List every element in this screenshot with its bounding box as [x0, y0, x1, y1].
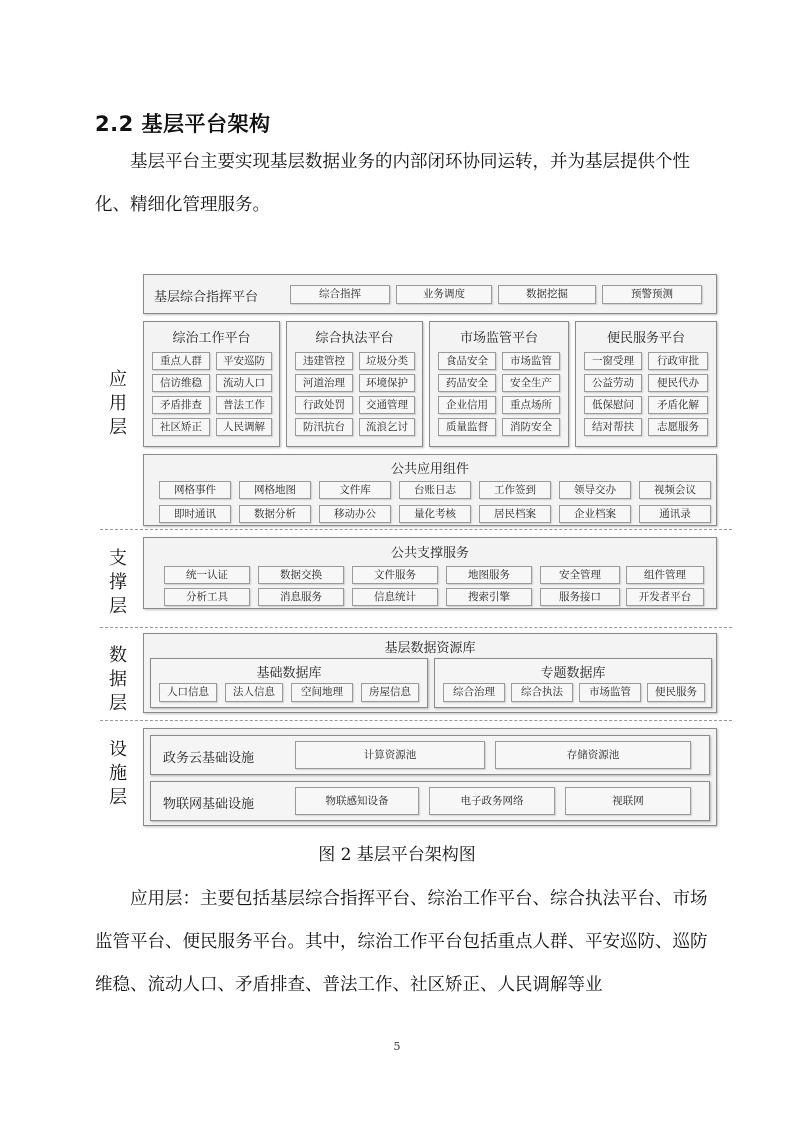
platform-title: 便民服务平台 [606, 331, 685, 346]
platform-item: 药品安全 [438, 374, 496, 392]
component-item: 数据分析 [239, 505, 311, 523]
platform-item: 重点人群 [152, 352, 210, 370]
command-item: 业务调度 [396, 285, 492, 304]
page-number: 5 [393, 1040, 401, 1053]
data-item: 房屋信息 [361, 683, 419, 702]
layer-divider [100, 627, 732, 628]
service-item: 地图服务 [446, 566, 532, 584]
component-item: 量化考核 [399, 505, 471, 523]
platform-item: 一窗受理 [584, 352, 642, 370]
data-item: 市场监管 [579, 683, 641, 702]
service-item: 数据交换 [258, 566, 344, 584]
platform-item: 志愿服务 [648, 418, 708, 436]
platform-box-zongzhi [143, 321, 280, 447]
platform-item: 企业信用 [438, 396, 496, 414]
platform-title: 综治工作平台 [172, 331, 251, 346]
public-components-box [143, 454, 717, 526]
platform-item: 环境保护 [359, 374, 415, 392]
platform-item: 食品安全 [438, 352, 496, 370]
support-services-box [143, 537, 717, 609]
command-item: 综合指挥 [290, 285, 390, 304]
data-resources-box [143, 633, 717, 713]
component-item: 移动办公 [319, 505, 391, 523]
data-item: 空间地理 [291, 683, 353, 702]
data-resources-title: 基层数据资源库 [384, 641, 476, 656]
infra-item: 视联网 [565, 787, 691, 815]
topic-db-box [434, 658, 712, 708]
service-item: 服务接口 [540, 588, 620, 606]
support-services-title: 公共支撑服务 [390, 546, 469, 561]
service-item: 信息统计 [352, 588, 438, 606]
platform-title: 综合执法平台 [315, 331, 394, 346]
platform-item: 流动人口 [216, 374, 272, 392]
platform-item: 防汛抗台 [295, 418, 353, 436]
platform-item: 人民调解 [216, 418, 272, 436]
component-item: 企业档案 [559, 505, 631, 523]
iot-box [150, 781, 710, 821]
figure-caption: 图 2 基层平台架构图 [318, 845, 476, 865]
public-components-title: 公共应用组件 [390, 462, 469, 477]
platform-item: 交通管理 [359, 396, 415, 414]
component-item: 工作签到 [479, 481, 551, 499]
platform-item: 行政审批 [648, 352, 708, 370]
component-item: 居民档案 [479, 505, 551, 523]
infra-item: 存储资源池 [495, 741, 691, 769]
infra-item: 计算资源池 [295, 741, 485, 769]
command-item: 预警预测 [602, 285, 702, 304]
platform-item: 市场监管 [502, 352, 560, 370]
component-item: 文件库 [319, 481, 391, 499]
platform-item: 垃圾分类 [359, 352, 415, 370]
data-item: 便民服务 [647, 683, 705, 702]
basic-db-box [150, 658, 428, 708]
data-item: 综合执法 [511, 683, 573, 702]
service-item: 开发者平台 [626, 588, 704, 606]
platform-item: 河道治理 [295, 374, 353, 392]
component-item: 网格事件 [159, 481, 231, 499]
platform-item: 普法工作 [216, 396, 272, 414]
topic-db-title: 专题数据库 [540, 666, 606, 681]
platform-item: 行政处罚 [295, 396, 353, 414]
architecture-diagram [95, 264, 735, 834]
component-item: 即时通讯 [159, 505, 231, 523]
service-item: 统一认证 [164, 566, 250, 584]
infra-item: 电子政务网络 [429, 787, 555, 815]
service-item: 消息服务 [258, 588, 344, 606]
intro-paragraph: 基层平台主要实现基层数据业务的内部闭环协同运转，并为基层提供个性化、精细化管理服务。 [95, 152, 690, 215]
infra-item: 物联感知设备 [295, 787, 419, 815]
platform-item: 重点场所 [502, 396, 560, 414]
data-item: 综合治理 [443, 683, 505, 702]
platform-box-zhifa [286, 321, 423, 447]
layer-label-infrastructure: 设施层 [109, 739, 127, 808]
platform-item: 违建管控 [295, 352, 353, 370]
layer-divider [100, 529, 732, 530]
layer-label-data: 数据层 [109, 645, 127, 714]
platform-item: 社区矫正 [152, 418, 210, 436]
component-item: 通讯录 [639, 505, 711, 523]
gov-cloud-title: 政务云基础设施 [163, 751, 255, 766]
component-item: 台账日志 [399, 481, 471, 499]
gov-cloud-box [150, 735, 710, 775]
section-heading: 2.2 基层平台架构 [95, 112, 271, 136]
platform-item: 平安巡防 [216, 352, 272, 370]
infrastructure-box [143, 728, 717, 826]
body-paragraph: 应用层：主要包括基层综合指挥平台、综治工作平台、综合执法平台、市场监管平台、便民服务平台。其中，综治工作平台包括重点人群、平安巡防、巡防维稳、流动人口、矛盾排查、普法工作、社区矫正、人民调解等业 [95, 889, 708, 995]
component-item: 领导交办 [559, 481, 631, 499]
platform-title: 市场监管平台 [459, 331, 538, 346]
platform-item: 公益劳动 [584, 374, 642, 392]
platform-item: 矛盾化解 [648, 396, 708, 414]
component-item: 网格地图 [239, 481, 311, 499]
platform-box-bianmin [575, 321, 717, 447]
layer-label-application: 应用层 [109, 369, 127, 438]
layer-label-support: 支撑层 [109, 548, 127, 617]
service-item: 文件服务 [352, 566, 438, 584]
platform-item: 安全生产 [502, 374, 560, 392]
component-item: 视频会议 [639, 481, 711, 499]
layer-divider [100, 720, 732, 721]
basic-db-title: 基础数据库 [256, 666, 322, 681]
platform-item: 便民代办 [648, 374, 708, 392]
service-item: 组件管理 [626, 566, 704, 584]
platform-item: 消防安全 [502, 418, 560, 436]
service-item: 分析工具 [164, 588, 250, 606]
command-platform-title: 基层综合指挥平台 [154, 290, 259, 305]
platform-item: 质量监督 [438, 418, 496, 436]
platform-box-shichang [429, 321, 569, 447]
platform-item: 结对帮扶 [584, 418, 642, 436]
command-item: 数据挖掘 [498, 285, 596, 304]
platform-item: 流浪乞讨 [359, 418, 415, 436]
data-item: 人口信息 [159, 683, 217, 702]
service-item: 搜索引擎 [446, 588, 532, 606]
platform-item: 低保慰问 [584, 396, 642, 414]
command-platform-box [143, 274, 717, 314]
service-item: 安全管理 [540, 566, 620, 584]
platform-item: 信访维稳 [152, 374, 210, 392]
data-item: 法人信息 [225, 683, 283, 702]
platform-item: 矛盾排查 [152, 396, 210, 414]
iot-title: 物联网基础设施 [163, 797, 255, 812]
